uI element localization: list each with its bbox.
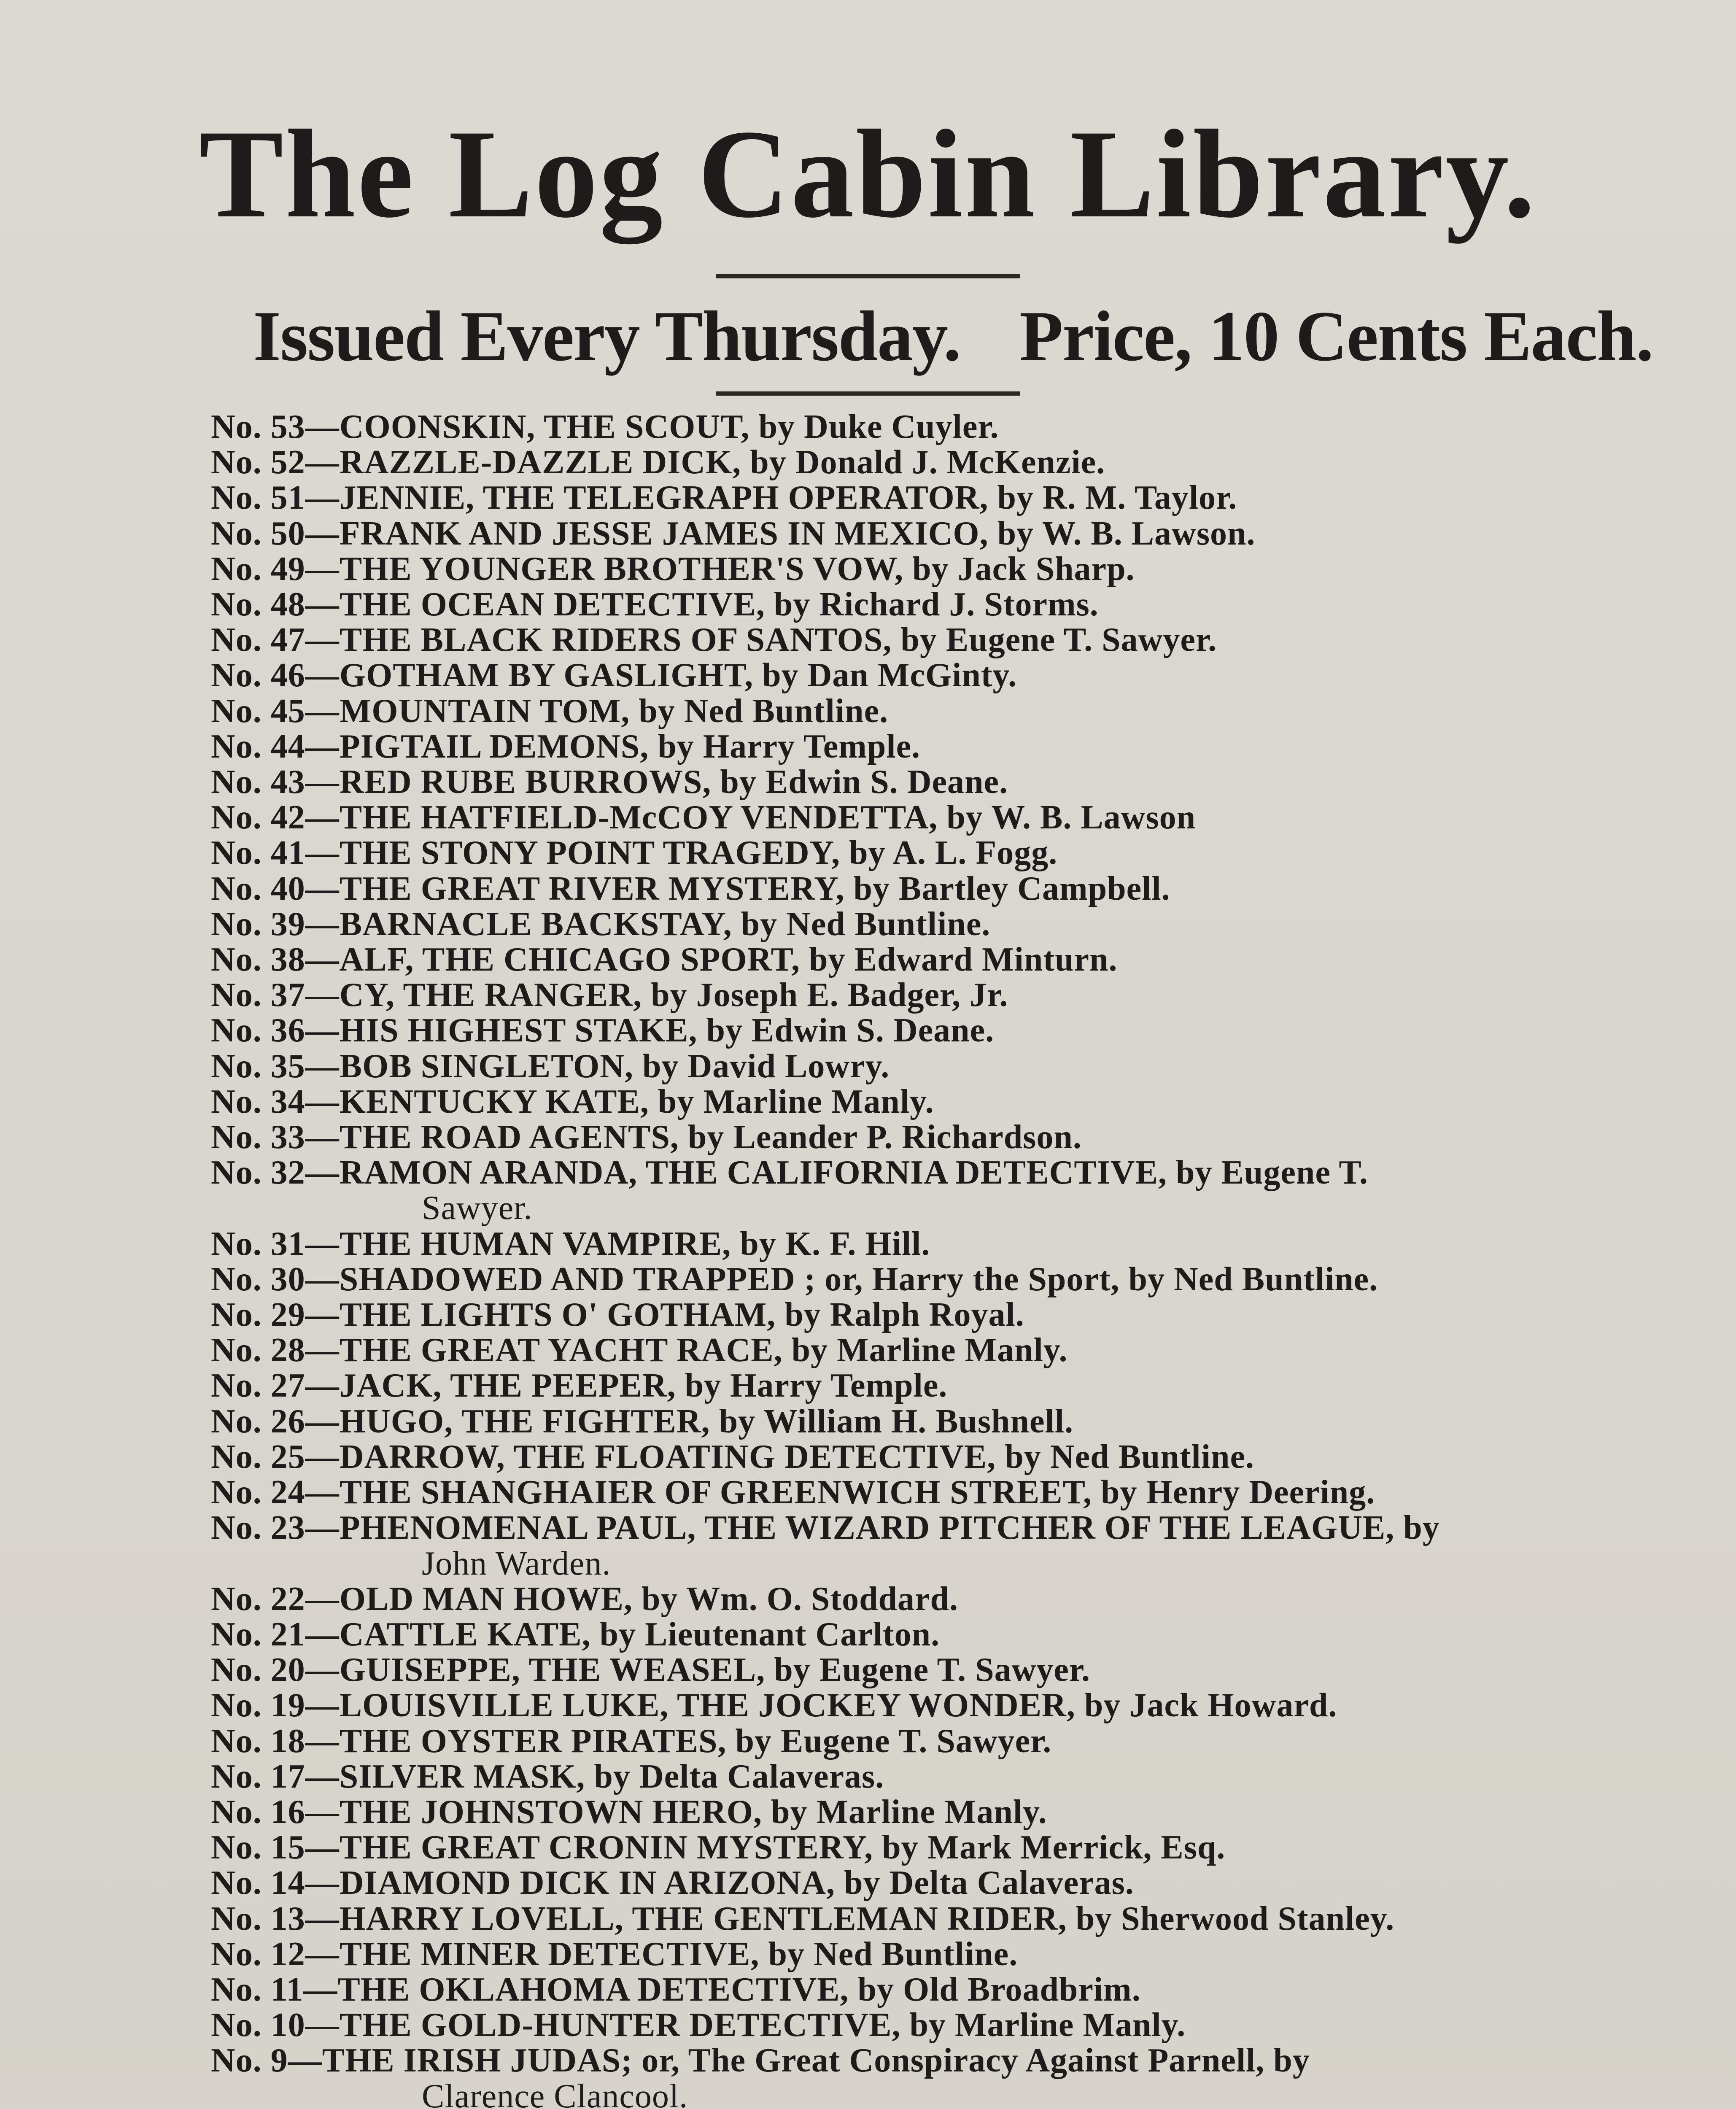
- issue-author: by R. M. Taylor.: [988, 479, 1237, 517]
- issue-title: HIS HIGHEST STAKE,: [339, 1012, 698, 1049]
- list-item: [211, 1155, 1712, 1226]
- issue-title: BOB SINGLETON,: [339, 1047, 633, 1085]
- issue-number: No. 30—: [211, 1260, 340, 1298]
- list-item: [211, 1581, 1712, 1617]
- list-item: [211, 942, 1712, 977]
- issue-number: No. 13—: [211, 1900, 340, 1937]
- list-item: [211, 2043, 1712, 2109]
- issue-number: No. 28—: [211, 1332, 340, 1369]
- issue-number: No. 15—: [211, 1829, 340, 1866]
- list-item: [211, 1865, 1712, 1901]
- list-item: [211, 409, 1712, 445]
- list-item: [211, 800, 1712, 835]
- issue-number: No. 20—: [211, 1651, 340, 1689]
- issue-number: No. 31—: [211, 1225, 340, 1262]
- issue-number: No. 40—: [211, 870, 340, 907]
- issue-title: PHENOMENAL PAUL, THE WIZARD PITCHER OF THE LEAGUE,: [339, 1509, 1395, 1547]
- title-list: [211, 409, 1712, 2109]
- issue-author: by W. B. Lawson: [938, 799, 1196, 836]
- issue-author: by Jack Sharp.: [903, 550, 1135, 588]
- issue-author: by Ned Buntline.: [630, 692, 889, 730]
- issue-number: No. 17—: [211, 1758, 340, 1795]
- issue-author: by Henry Deering.: [1092, 1474, 1375, 1511]
- list-item: [211, 1084, 1712, 1119]
- issue-author: by Eugene T. Sawyer.: [765, 1651, 1091, 1689]
- issue-title: RAMON ARANDA, THE CALIFORNIA DETECTIVE,: [339, 1154, 1167, 1192]
- issue-title: THE SHANGHAIER OF GREENWICH STREET,: [339, 1474, 1092, 1511]
- divider-top: [716, 274, 1020, 278]
- issue-number: No. 10—: [211, 2007, 340, 2044]
- issue-author: by W. B. Lawson.: [988, 515, 1256, 552]
- issue-title: THE JOHNSTOWN HERO,: [339, 1793, 762, 1831]
- list-item: [211, 1510, 1712, 1581]
- issue-title: DIAMOND DICK IN ARIZONA,: [339, 1864, 835, 1902]
- issue-author: by Eugene T. Sawyer.: [892, 621, 1217, 659]
- list-item: [211, 1262, 1712, 1297]
- price-text: Price, 10 Cents Each.: [1019, 297, 1653, 376]
- issue-author: by Ned Buntline.: [1119, 1260, 1378, 1298]
- list-item: [211, 1297, 1712, 1332]
- issue-number: No. 12—: [211, 1935, 340, 1973]
- issue-author: by Richard J. Storms.: [765, 586, 1099, 623]
- issue-number: No. 53—: [211, 408, 340, 445]
- issue-title: THE BLACK RIDERS OF SANTOS,: [339, 621, 892, 659]
- issue-title: CY, THE RANGER,: [339, 976, 642, 1014]
- issue-author: by: [1394, 1509, 1440, 1547]
- issue-title: RED RUBE BURROWS,: [339, 763, 712, 801]
- issue-number: No. 35—: [211, 1047, 340, 1085]
- issue-number: No. 47—: [211, 621, 340, 659]
- issue-title: THE GREAT RIVER MYSTERY,: [339, 870, 845, 907]
- issue-title: RAZZLE-DAZZLE DICK,: [339, 444, 741, 481]
- issue-title: JACK, THE PEEPER,: [339, 1367, 676, 1405]
- list-item: [211, 871, 1712, 906]
- issue-number: No. 22—: [211, 1580, 340, 1618]
- issue-author: by Harry Temple.: [649, 728, 921, 765]
- list-item: [211, 977, 1712, 1013]
- issue-author-continuation: Clarence Clancool.: [422, 2077, 688, 2109]
- list-item: [211, 835, 1712, 871]
- issue-number: No. 14—: [211, 1864, 340, 1902]
- issue-author: by Eugene T.: [1167, 1154, 1368, 1192]
- issue-title: HUGO, THE FIGHTER,: [339, 1402, 710, 1440]
- issue-author: by Harry Temple.: [676, 1367, 948, 1405]
- issue-title: THE HATFIELD-McCOY VENDETTA,: [339, 799, 938, 836]
- issue-number: No. 18—: [211, 1722, 340, 1760]
- issue-title: PIGTAIL DEMONS,: [339, 728, 649, 765]
- issue-number: No. 16—: [211, 1793, 340, 1831]
- issue-author: by Marline Manly.: [900, 2007, 1186, 2044]
- issue-title: THE OKLAHOMA DETECTIVE,: [337, 1971, 849, 2008]
- issue-author: by Joseph E. Badger, Jr.: [642, 976, 1008, 1014]
- issue-title: SILVER MASK,: [339, 1758, 585, 1795]
- issue-title: THE YOUNGER BROTHER'S VOW,: [339, 550, 904, 588]
- list-item: [211, 1936, 1712, 1972]
- issue-title: THE GREAT CRONIN MYSTERY,: [339, 1829, 873, 1866]
- issue-title: THE GOLD-HUNTER DETECTIVE,: [339, 2007, 901, 2044]
- list-item: [211, 1226, 1712, 1262]
- issue-title: THE IRISH JUDAS; or, The Great Conspiracy Against Parnell,: [322, 2042, 1265, 2079]
- issue-number: No. 41—: [211, 834, 340, 872]
- list-item: [211, 551, 1712, 587]
- issue-title: THE GREAT YACHT RACE,: [339, 1332, 783, 1369]
- issue-number: No. 23—: [211, 1509, 340, 1547]
- issue-author: by David Lowry.: [633, 1047, 890, 1085]
- issue-number: No. 27—: [211, 1367, 340, 1405]
- issue-number: No. 33—: [211, 1119, 340, 1156]
- issue-author: by Lieutenant Carlton.: [590, 1615, 940, 1653]
- issue-number: No. 11—: [211, 1971, 338, 2008]
- list-item: [211, 445, 1712, 480]
- subtitle: [253, 295, 1687, 378]
- issue-number: No. 34—: [211, 1083, 340, 1120]
- issue-number: No. 19—: [211, 1687, 340, 1724]
- issue-number: No. 49—: [211, 550, 340, 588]
- issue-number: No. 43—: [211, 763, 340, 801]
- issue-author: by Jack Howard.: [1075, 1687, 1337, 1724]
- issue-title: FRANK AND JESSE JAMES IN MEXICO,: [339, 515, 989, 552]
- issue-number: No. 48—: [211, 586, 340, 623]
- issue-author: by Marline Manly.: [782, 1332, 1068, 1369]
- issue-number: No. 45—: [211, 692, 340, 730]
- issue-number: No. 32—: [211, 1154, 340, 1192]
- issued-text: Issued Every Thursday.: [253, 297, 961, 376]
- list-item: [211, 906, 1712, 942]
- issue-title: SHADOWED AND TRAPPED ; or, Harry the Sport,: [339, 1260, 1120, 1298]
- issue-author: by Ralph Royal.: [776, 1296, 1024, 1334]
- issue-author: by Ned Buntline.: [759, 1935, 1018, 1973]
- issue-title: JENNIE, THE TELEGRAPH OPERATOR,: [339, 479, 989, 517]
- list-item: [211, 622, 1712, 658]
- issue-title: BARNACLE BACKSTAY,: [339, 905, 732, 943]
- issue-author: by Ned Buntline.: [732, 905, 991, 943]
- issue-author: by Marline Manly.: [762, 1793, 1047, 1831]
- issue-title: MOUNTAIN TOM,: [339, 692, 630, 730]
- issue-number: No. 46—: [211, 657, 340, 694]
- list-item: [211, 1972, 1712, 2007]
- page-title: The Log Cabin Library.: [199, 104, 1537, 244]
- list-item: [211, 1119, 1712, 1155]
- issue-number: No. 38—: [211, 941, 340, 979]
- issue-author: by: [1264, 2042, 1310, 2079]
- list-item: [211, 1688, 1712, 1723]
- list-item: [211, 1368, 1712, 1403]
- list-item: [211, 1652, 1712, 1688]
- issue-title: KENTUCKY KATE,: [339, 1083, 649, 1120]
- issue-title: ALF, THE CHICAGO SPORT,: [339, 941, 801, 979]
- issue-author: by Delta Calaveras.: [835, 1864, 1134, 1902]
- list-item: [211, 516, 1712, 551]
- list-item: [211, 658, 1712, 693]
- issue-title: CATTLE KATE,: [339, 1615, 591, 1653]
- list-item: [211, 1049, 1712, 1084]
- issue-author-continuation: Sawyer.: [422, 1189, 533, 1227]
- issue-number: No. 36—: [211, 1012, 340, 1049]
- issue-number: No. 51—: [211, 479, 340, 517]
- issue-number: No. 26—: [211, 1402, 340, 1440]
- issue-author: by Ned Buntline.: [996, 1438, 1254, 1475]
- list-item: [211, 1475, 1712, 1510]
- issue-title: COONSKIN, THE SCOUT,: [339, 408, 750, 445]
- issue-number: No. 37—: [211, 976, 340, 1014]
- list-item: [211, 1404, 1712, 1439]
- issue-author: by Marline Manly.: [649, 1083, 934, 1120]
- issue-title: LOUISVILLE LUKE, THE JOCKEY WONDER,: [339, 1687, 1076, 1724]
- list-item: [211, 764, 1712, 800]
- issue-author: by Donald J. McKenzie.: [741, 444, 1105, 481]
- issue-author-continuation: John Warden.: [422, 1545, 611, 1582]
- issue-author: by Mark Merrick, Esq.: [873, 1829, 1226, 1866]
- issue-author: by William H. Bushnell.: [710, 1402, 1073, 1440]
- issue-number: No. 44—: [211, 728, 340, 765]
- issue-title: DARROW, THE FLOATING DETECTIVE,: [339, 1438, 996, 1475]
- list-item: [211, 1617, 1712, 1652]
- issue-author: by A. L. Fogg.: [840, 834, 1058, 872]
- issue-number: No. 9—: [211, 2042, 322, 2079]
- issue-title: THE STONY POINT TRAGEDY,: [339, 834, 841, 872]
- list-item: [211, 1439, 1712, 1475]
- issue-title: THE HUMAN VAMPIRE,: [339, 1225, 731, 1262]
- issue-number: No. 52—: [211, 444, 340, 481]
- issue-number: No. 39—: [211, 905, 340, 943]
- list-item: [211, 693, 1712, 729]
- issue-title: THE LIGHTS O' GOTHAM,: [339, 1296, 776, 1334]
- issue-author: by Edward Minturn.: [800, 941, 1118, 979]
- issue-author: by Edwin S. Deane.: [697, 1012, 995, 1049]
- issue-author: by Wm. O. Stoddard.: [633, 1580, 959, 1618]
- issue-title: THE MINER DETECTIVE,: [339, 1935, 760, 1973]
- issue-number: No. 25—: [211, 1438, 340, 1475]
- list-item: [211, 2007, 1712, 2043]
- issue-title: GUISEPPE, THE WEASEL,: [339, 1651, 766, 1689]
- issue-author: by Delta Calaveras.: [585, 1758, 884, 1795]
- issue-author: by Eugene T. Sawyer.: [726, 1722, 1052, 1760]
- issue-number: No. 21—: [211, 1615, 340, 1653]
- issue-author: by Old Broadbrim.: [849, 1971, 1141, 2008]
- list-item: [211, 1901, 1712, 1936]
- issue-title: THE OYSTER PIRATES,: [339, 1722, 727, 1760]
- issue-title: THE OCEAN DETECTIVE,: [339, 586, 765, 623]
- list-item: [211, 1759, 1712, 1794]
- list-item: [211, 587, 1712, 622]
- issue-number: No. 42—: [211, 799, 340, 836]
- list-item: [211, 1332, 1712, 1368]
- issue-title: HARRY LOVELL, THE GENTLEMAN RIDER,: [339, 1900, 1067, 1937]
- list-item: [211, 1723, 1712, 1759]
- issue-title: THE ROAD AGENTS,: [339, 1119, 679, 1156]
- list-item: [211, 480, 1712, 515]
- issue-author: by Sherwood Stanley.: [1067, 1900, 1395, 1937]
- issue-title: GOTHAM BY GASLIGHT,: [339, 657, 754, 694]
- list-item: [211, 1013, 1712, 1048]
- issue-author: by Dan McGinty.: [753, 657, 1017, 694]
- issue-author: by Duke Cuyler.: [749, 408, 999, 445]
- issue-author: by Edwin S. Deane.: [711, 763, 1008, 801]
- issue-author: by Bartley Campbell.: [844, 870, 1170, 907]
- issue-title: OLD MAN HOWE,: [339, 1580, 633, 1618]
- list-item: [211, 729, 1712, 764]
- issue-author: by Leander P. Richardson.: [679, 1119, 1082, 1156]
- issue-number: No. 29—: [211, 1296, 340, 1334]
- issue-author: by K. F. Hill.: [731, 1225, 930, 1262]
- list-item: [211, 1794, 1712, 1830]
- divider-middle: [716, 391, 1020, 396]
- issue-number: No. 24—: [211, 1474, 340, 1511]
- list-item: [211, 1830, 1712, 1865]
- issue-number: No. 50—: [211, 515, 340, 552]
